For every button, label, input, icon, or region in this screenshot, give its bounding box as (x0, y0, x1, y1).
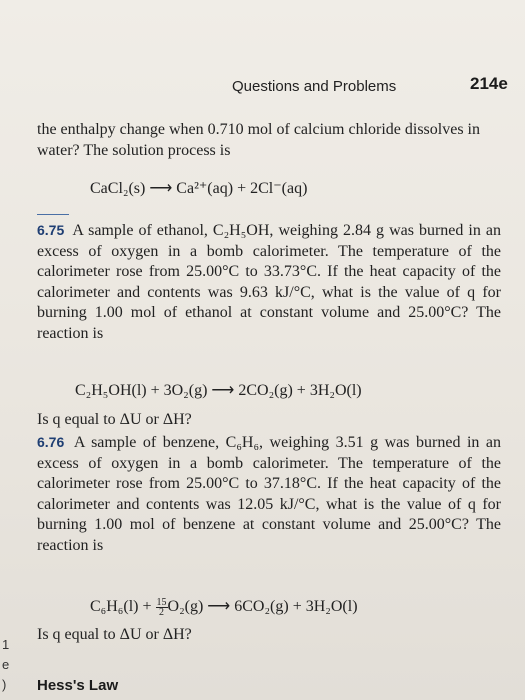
section-heading: Hess's Law (37, 677, 119, 694)
problem-text: A sample of benzene, C₆H₆, weighing 3.51 g was burned in an excess of oxygen in a bomb calorimeter. The temperature of the calorimeter rose from 25.00°C to 37.18°C. If the heat capacity of the calorimeter and contents was 12.05 kJ/°C, what is the value of q for burning 1.00 mol of benzene at constant volume and 25.00°C? The reaction is (37, 434, 502, 554)
equation-part: O₂(g) ⟶ 6CO₂(g) + 3H₂O(l) (167, 598, 358, 615)
page-number: 214e (470, 74, 508, 93)
problem-6-76-question: Is q equal to ΔU or ΔH? (37, 626, 192, 643)
edge-fragment: ) (2, 677, 7, 692)
problem-6-76 (37, 432, 501, 556)
equation-part: C₆H₆(l) + (90, 598, 152, 615)
fraction-denominator: 2 (159, 606, 165, 618)
problem-text: A sample of ethanol, C₂H₅OH, weighing 2.84 g was burned in an excess of oxygen in a bomb calorimeter. The temperature of the calorimeter rose from 25.00°C to 33.73°C. If the heat capacity of the calorimeter and contents was 9.63 kJ/°C, what is the value of q for burning 1.00 mol of ethanol at constant volume and 25.00°C? The reaction is (37, 222, 502, 342)
fraction (156, 598, 168, 617)
problem-number: 6.76 (37, 434, 65, 450)
ethanol-equation: C₂H₅OH(l) + 3O₂(g) ⟶ 2CO₂(g) + 3H₂O(l) (75, 382, 362, 399)
problem-divider (37, 214, 69, 215)
edge-fragment: e (2, 657, 10, 672)
intro-paragraph: the enthalpy change when 0.710 mol of calcium chloride dissolves in water? The solution process is (37, 121, 480, 159)
running-header: Questions and Problems (232, 78, 397, 95)
fraction-numerator: 15 (156, 596, 167, 608)
problem-number: 6.75 (37, 222, 65, 238)
calcium-chloride-equation: CaCl₂(s) ⟶ Ca²⁺(aq) + 2Cl⁻(aq) (90, 180, 308, 197)
problem-6-75-question: Is q equal to ΔU or ΔH? (37, 411, 192, 428)
benzene-equation (90, 596, 358, 617)
edge-fragment: 1 (2, 637, 10, 652)
problem-6-75 (37, 220, 501, 344)
